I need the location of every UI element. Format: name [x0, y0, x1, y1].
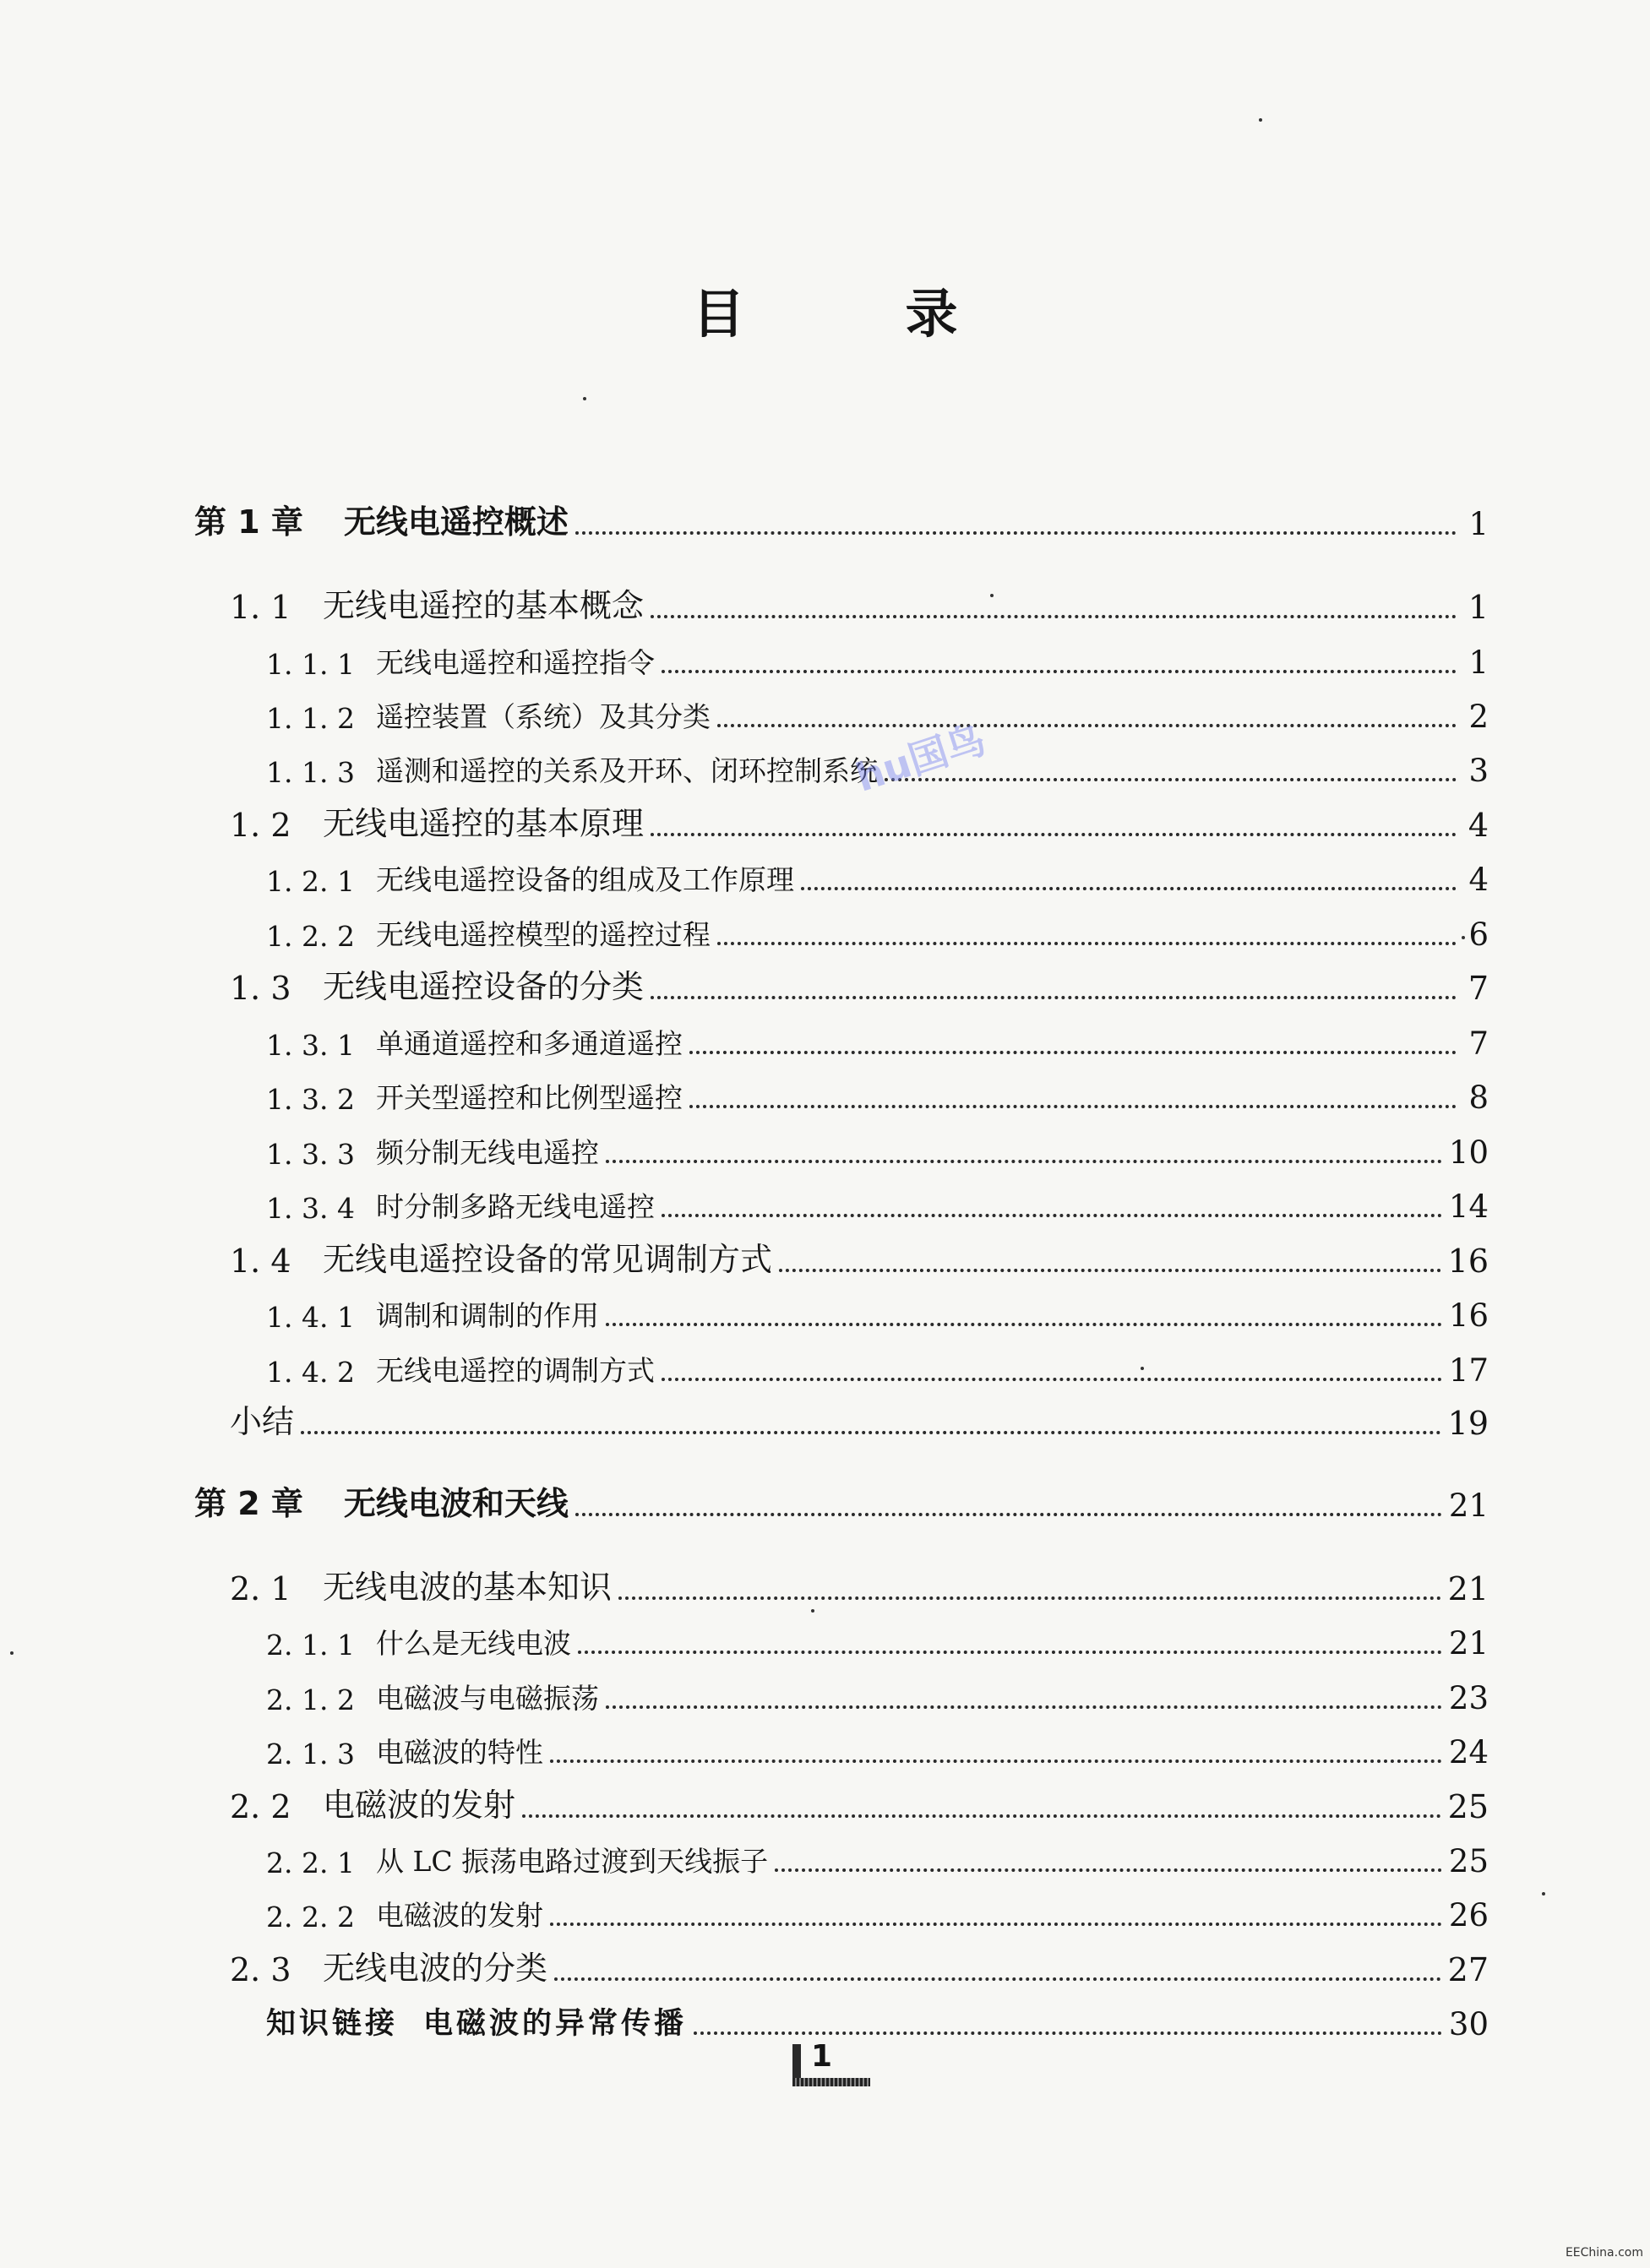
toc-dot-leader	[651, 615, 1457, 618]
toc-entry-page: 3	[1468, 753, 1489, 789]
toc-entry-label: 无线电遥控设备的常见调制方式	[323, 1241, 773, 1278]
site-credit: EEChina.com	[1565, 2246, 1643, 2260]
toc-dot-leader	[775, 1868, 1442, 1872]
toc-title	[0, 272, 1650, 347]
toc-entry-sub[interactable]	[266, 1120, 1489, 1171]
toc-entry-page: 30	[1448, 2006, 1489, 2042]
toc-entry-page: 8	[1468, 1080, 1489, 1116]
toc-dot-leader	[662, 670, 1457, 673]
scan-speck	[1462, 936, 1465, 939]
toc-entry-page: 19	[1447, 1405, 1489, 1442]
toc-entry-page: 7	[1468, 1025, 1489, 1062]
toc-dot-leader	[779, 1269, 1441, 1272]
toc-entry-sub[interactable]	[266, 1720, 1489, 1770]
toc-entry-label: 无线电遥控的调制方式	[376, 1354, 655, 1387]
scan-speck	[583, 397, 586, 400]
toc-dot-leader	[575, 531, 1457, 535]
toc-dot-leader	[606, 1160, 1442, 1163]
toc-entry-sub[interactable]	[266, 1011, 1489, 1062]
toc-entry-label: 什么是无线电波	[376, 1627, 571, 1660]
toc-entry-number: 1. 1. 1	[266, 648, 355, 681]
toc-dot-leader	[717, 942, 1457, 945]
toc-entry-label: 遥测和遥控的关系及开环、闭环控制系统	[376, 754, 878, 787]
toc-entry-section[interactable]	[230, 575, 1489, 626]
toc-entry-page: 10	[1448, 1134, 1489, 1171]
scan-speck	[811, 1609, 814, 1613]
toc-entry-label: 开关型遥控和比例型遥控	[376, 1081, 683, 1114]
toc-entry-summary[interactable]	[230, 1391, 1489, 1442]
toc-entry-number: 2. 1. 3	[266, 1738, 355, 1770]
toc-dot-leader	[606, 1705, 1442, 1709]
toc-entry-page: 4	[1468, 807, 1489, 844]
toc-entry-section[interactable]	[230, 793, 1489, 844]
toc-entry-page: 21	[1448, 1488, 1489, 1524]
toc-entry-sub[interactable]	[266, 1611, 1489, 1662]
toc-entry-number: 1. 2. 1	[266, 865, 355, 898]
toc-entry-label: 电磁波的特性	[376, 1736, 543, 1769]
toc-dot-leader	[522, 1814, 1441, 1818]
toc-dot-leader	[550, 1759, 1442, 1763]
toc-dot-leader	[694, 2031, 1442, 2035]
toc-entry-page: 1	[1468, 506, 1489, 542]
toc-entry-sub[interactable]	[266, 630, 1489, 681]
toc-entry-label: 从 LC 振荡电路过渡到天线振子	[376, 1845, 769, 1878]
toc-entry-label: 电磁波的异常传播	[423, 2006, 688, 2041]
toc-entry-page: 16	[1447, 1243, 1489, 1280]
toc-entry-link[interactable]	[266, 1992, 1489, 2042]
toc-entry-label: 无线电遥控和遥控指令	[376, 646, 655, 679]
page-number-bar-bottom	[792, 2078, 870, 2086]
toc-entry-page: 7	[1468, 970, 1489, 1007]
toc-entry-label: 时分制多路无线电遥控	[376, 1190, 655, 1223]
toc-entry-number: 2. 1. 1	[266, 1629, 355, 1662]
toc-entry-number: 2. 2. 1	[266, 1846, 355, 1879]
toc-entry-sub[interactable]	[266, 1883, 1489, 1934]
toc-entry-sub[interactable]	[266, 1065, 1489, 1116]
toc-entry-number: 2. 1	[230, 1570, 291, 1607]
toc-entry-label: 无线电遥控的基本原理	[323, 805, 645, 842]
toc-dot-leader	[689, 1105, 1457, 1108]
watermark-stamp: hu国鸟	[850, 715, 991, 801]
toc-entry-number: 第 1 章	[194, 503, 303, 541]
toc-entry-number: 2. 2	[230, 1788, 291, 1825]
toc-dot-leader	[885, 778, 1457, 781]
toc-entry-label: 无线电波和天线	[343, 1485, 569, 1522]
toc-entry-page: 26	[1448, 1897, 1489, 1934]
toc-entry-page: 16	[1448, 1297, 1489, 1334]
toc-entry-number: 1. 1. 2	[266, 702, 355, 735]
toc-dot-leader	[651, 996, 1457, 999]
toc-entry-page: 23	[1448, 1680, 1489, 1716]
page-number-box	[792, 2039, 870, 2086]
toc-entry-section[interactable]	[230, 956, 1489, 1007]
page-number: 1	[811, 2039, 833, 2074]
toc-entry-number: 1. 4. 2	[266, 1356, 355, 1389]
toc-entry-page: 17	[1448, 1352, 1489, 1389]
toc-entry-label: 无线电遥控的基本概念	[323, 587, 645, 624]
toc-dot-leader	[801, 887, 1457, 890]
toc-entry-page: 4	[1468, 862, 1489, 898]
toc-entry-sub[interactable]	[266, 1283, 1489, 1334]
toc-entry-page: 27	[1447, 1951, 1489, 1988]
toc-entry-label: 遥控装置（系统）及其分类	[376, 700, 711, 733]
scan-speck	[1542, 1892, 1545, 1895]
scan-speck	[10, 1651, 14, 1655]
toc-entry-sub[interactable]	[266, 684, 1489, 735]
toc-entry-number: 1. 3. 1	[266, 1029, 355, 1062]
toc-dot-leader	[662, 1378, 1442, 1381]
toc-entry-number: 1. 3. 2	[266, 1083, 355, 1116]
toc-dot-leader	[689, 1051, 1457, 1054]
toc-entry-page: 1	[1468, 589, 1489, 626]
toc-entry-label: 无线电遥控设备的组成及工作原理	[376, 863, 794, 896]
toc-entry-sub[interactable]	[266, 847, 1489, 898]
toc-entry-chapter[interactable]	[194, 1473, 1489, 1524]
toc-dot-leader	[575, 1513, 1442, 1516]
toc-entry-page: 14	[1448, 1188, 1489, 1225]
toc-entry-sub[interactable]	[266, 1666, 1489, 1716]
toc-entry-label: 无线电波的分类	[323, 1950, 548, 1987]
toc-entry-number: 2. 3	[230, 1951, 291, 1988]
toc-entry-page: 25	[1448, 1843, 1489, 1879]
toc-entry-label: 单通道遥控和多通道遥控	[376, 1027, 683, 1060]
toc-entry-section[interactable]	[230, 1229, 1489, 1280]
toc-entry-number: 2. 2. 2	[266, 1901, 355, 1934]
title-char-1: 目	[692, 283, 745, 345]
scan-speck	[1259, 118, 1262, 122]
toc-entry-label: 电磁波与电磁振荡	[376, 1682, 599, 1715]
toc-entry-label: 电磁波的发射	[323, 1787, 516, 1824]
toc-entry-number: 1. 1	[230, 589, 291, 626]
toc-entry-label: 无线电遥控模型的遥控过程	[376, 918, 711, 951]
toc-dot-leader	[662, 1214, 1442, 1217]
toc-entry-label: 无线电遥控设备的分类	[323, 968, 645, 1005]
toc-entry-section[interactable]	[230, 1938, 1489, 1988]
toc-entry-page: 1	[1468, 645, 1489, 681]
toc-dot-leader	[578, 1651, 1442, 1654]
toc-entry-section[interactable]	[230, 1557, 1489, 1607]
toc-entry-number: 1. 4. 1	[266, 1301, 355, 1334]
toc-entry-page: 2	[1468, 699, 1489, 735]
toc-entry-label: 频分制无线电遥控	[376, 1136, 599, 1169]
toc-entry-label: 无线电遥控概述	[343, 503, 569, 541]
toc-entry-number: 1. 2. 2	[266, 920, 355, 953]
toc-entry-label: 电磁波的发射	[376, 1899, 543, 1932]
toc-dot-leader	[554, 1977, 1441, 1981]
scan-speck	[1141, 1367, 1144, 1370]
scan-speck	[990, 594, 994, 597]
toc-entry-number: 1. 3. 3	[266, 1138, 355, 1171]
toc-entry-number: 1. 1. 3	[266, 756, 355, 789]
toc-entry-number: 第 2 章	[194, 1485, 303, 1522]
toc-entry-sub[interactable]	[266, 1338, 1489, 1389]
toc-entry-page: 21	[1447, 1570, 1489, 1607]
toc-dot-leader	[651, 833, 1457, 836]
toc-entry-label: 无线电波的基本知识	[323, 1569, 613, 1606]
toc-entry-label: 小结	[230, 1403, 295, 1440]
toc-entry-number: 知识链接	[266, 2006, 399, 2041]
toc-entry-sub[interactable]	[266, 902, 1489, 953]
toc-entry-page: 24	[1448, 1734, 1489, 1770]
toc-entry-sub[interactable]	[266, 1174, 1489, 1225]
toc-entry-number: 1. 3. 4	[266, 1192, 355, 1225]
toc-dot-leader	[550, 1923, 1442, 1926]
toc-dot-leader	[606, 1323, 1442, 1326]
toc-entry-chapter[interactable]	[194, 492, 1489, 542]
toc-dot-leader	[717, 724, 1457, 727]
toc-entry-number: 1. 3	[230, 970, 291, 1007]
toc-entry-page: 25	[1447, 1788, 1489, 1825]
toc-entry-page: 6	[1468, 916, 1489, 953]
toc-entry-number: 2. 1. 2	[266, 1683, 355, 1716]
toc-entry-page: 21	[1448, 1625, 1489, 1662]
toc-entry-section[interactable]	[230, 1775, 1489, 1825]
toc-entry-label: 调制和调制的作用	[376, 1299, 599, 1332]
toc-entry-number: 1. 2	[230, 807, 291, 844]
toc-dot-leader	[301, 1431, 1441, 1434]
toc-dot-leader	[618, 1596, 1441, 1600]
toc-entry-sub[interactable]	[266, 1829, 1489, 1879]
title-char-2: 录	[905, 283, 958, 345]
toc-entry-number: 1. 4	[230, 1243, 291, 1280]
